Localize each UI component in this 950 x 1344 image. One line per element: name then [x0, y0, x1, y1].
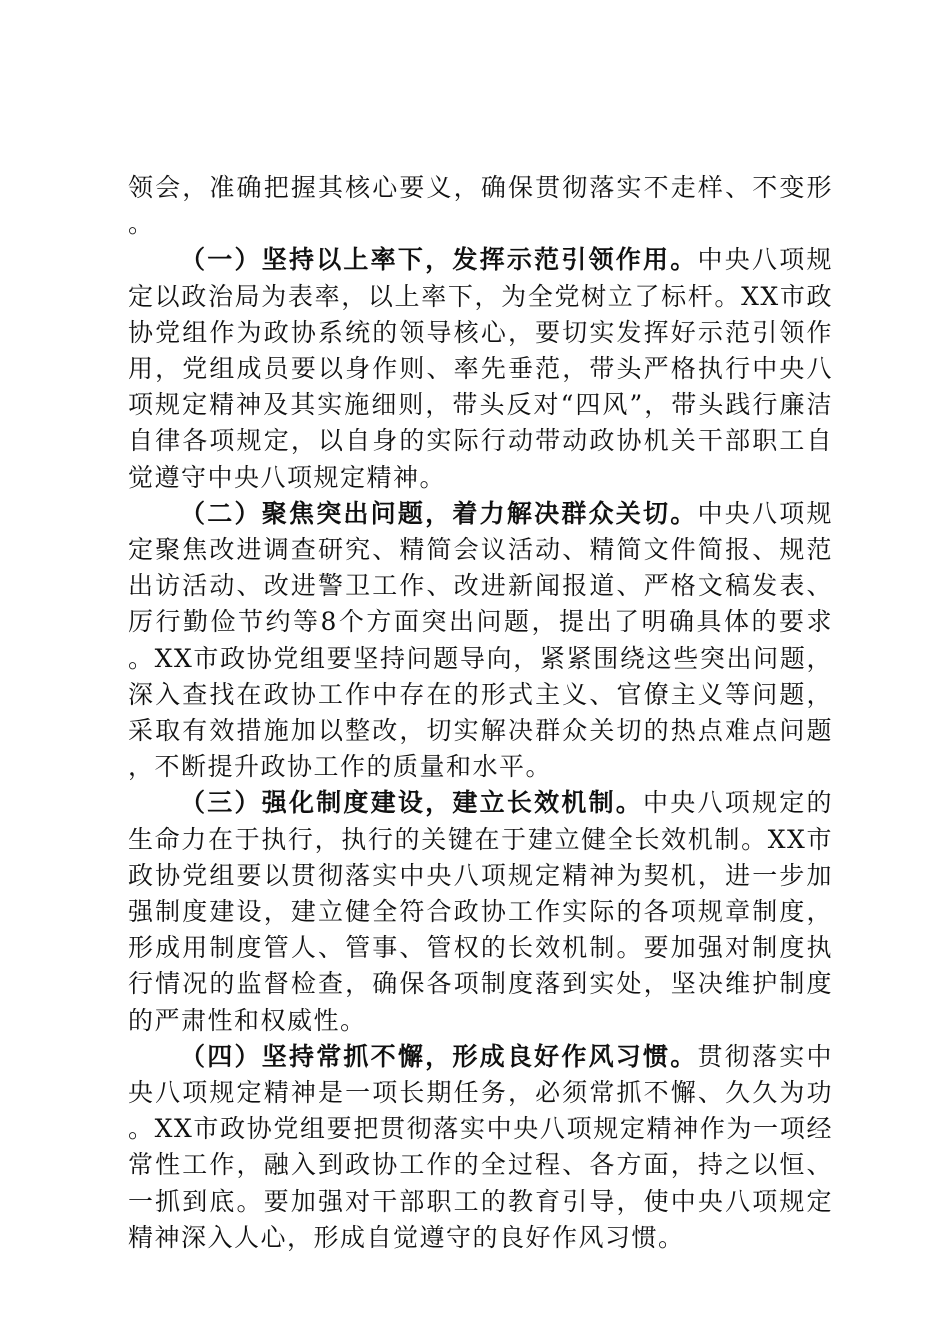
paragraph-heading: （一）坚持以上率下，发挥示范引领作用。 — [180, 245, 698, 275]
paragraph-heading: （二）聚焦突出问题，着力解决群众关切。 — [180, 498, 698, 528]
paragraph-section-1 — [128, 242, 833, 495]
document-body — [128, 170, 833, 1256]
paragraph-text: 中央八项规定的生命力在于执行，执行的关键在于建立健全长效机制。XX市政协党组要以贯彻落实中央八项规定精神为契机，进一步加强制度建设，建立健全符合政协工作实际的各项规章制度，形成用制度管人、管事、管权的长效机制。要加强对制度执行情况的监督检查，确保各项制度落到实处，坚决维护制度的严肃性和权威性。 — [128, 788, 833, 1035]
paragraph-section-4 — [128, 1039, 833, 1256]
paragraph-intro-continuation — [128, 170, 833, 242]
paragraph-text: 中央八项规定以政治局为表率，以上率下，为全党树立了标杆。XX市政协党组作为政协系统的领导核心，要切实发挥好示范引领作用，党组成员要以身作则、率先垂范，带头严格执行中央八项规定精神及其实施细则，带头反对“四风”，带头践行廉洁自律各项规定，以自身的实际行动带动政协机关干部职工自觉遵守中央八项规定精神。 — [128, 245, 833, 492]
paragraph-section-3 — [128, 785, 833, 1038]
paragraph-heading: （四）坚持常抓不懈，形成良好作风习惯。 — [180, 1041, 698, 1071]
paragraph-section-2 — [128, 496, 833, 786]
paragraph-text: 领会，准确把握其核心要义，确保贯彻落实不走样、不变形。 — [128, 173, 833, 239]
paragraph-heading: （三）强化制度建设，建立长效机制。 — [180, 788, 644, 818]
paragraph-text: 贯彻落实中央八项规定精神是一项长期任务，必须常抓不懈、久久为功。XX市政协党组要把贯彻落实中央八项规定精神作为一项经常性工作，融入到政协工作的全过程、各方面，持之以恒、一抓到底。要加强对干部职工的教育引导，使中央八项规定精神深入人心，形成自觉遵守的良好作风习惯。 — [128, 1041, 833, 1252]
paragraph-text: 中央八项规定聚焦改进调查研究、精简会议活动、精简文件简报、规范出访活动、改进警卫工作、改进新闻报道、严格文稿发表、厉行勤俭节约等8个方面突出问题，提出了明确具体的要求。XX市政协党组要坚持问题导向，紧紧围绕这些突出问题，深入查找在政协工作中存在的形式主义、官僚主义等问题，采取有效措施加以整改，切实解决群众关切的热点难点问题，不断提升政协工作的质量和水平。 — [128, 498, 833, 782]
